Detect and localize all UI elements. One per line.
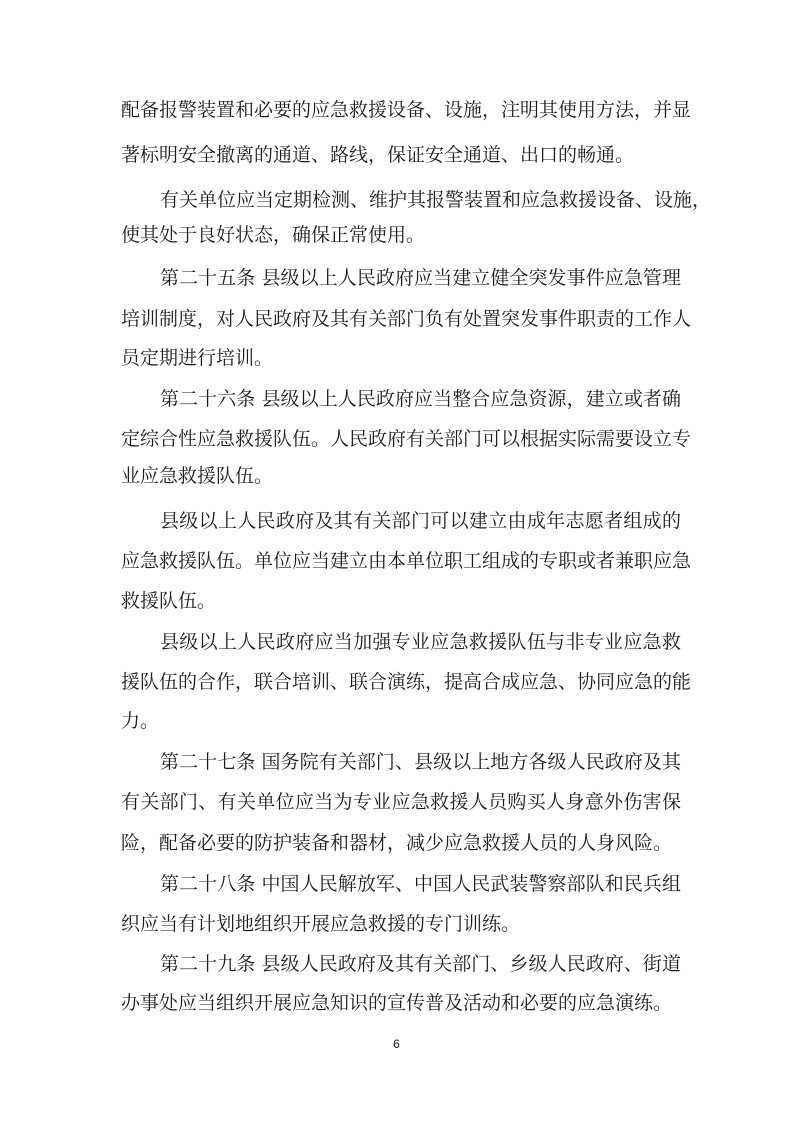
text-line: 有关部门、有关单位应当为专业应急救援人员购买人身意外伤害保: [121, 791, 681, 813]
text-line: 有关单位应当定期检测、维护其报警装置和应急救援设备、设施，: [160, 189, 712, 211]
text-line: 办事处应当组织开展应急知识的宣传普及活动和必要的应急演练。: [121, 992, 673, 1014]
text-line: 救援队伍。: [121, 590, 217, 612]
page-number: 6: [393, 1037, 400, 1051]
text-line: 应急救援队伍。单位应当建立由本单位职工组成的专职或者兼职应急: [121, 550, 692, 572]
text-line: 业应急救援队伍。: [121, 465, 274, 487]
text-line: 县级以上人民政府及其有关部门可以建立由成年志愿者组成的: [160, 510, 681, 532]
text-line: 力。: [121, 710, 160, 732]
text-line: 培训制度，对人民政府及其有关部门负有处置突发事件职责的工作人: [121, 308, 692, 330]
text-line: 第二十五条 县级以上人民政府应当建立健全突发事件应急管理: [160, 267, 681, 289]
text-line: 第二十六条 县级以上人民政府应当整合应急资源，建立或者确: [160, 388, 681, 410]
text-line: 第二十七条 国务院有关部门、县级以上地方各级人民政府及其: [160, 751, 681, 773]
text-line: 援队伍的合作，联合培训、联合演练，提高合成应急、协同应急的能: [121, 671, 692, 693]
text-line: 使其处于良好状态，确保正常使用。: [121, 224, 426, 246]
text-line: 员定期进行培训。: [121, 347, 274, 369]
text-line: 织应当有计划地组织开展应急救援的专门训练。: [121, 913, 521, 935]
text-line: 第二十九条 县级人民政府及其有关部门、乡级人民政府、街道: [160, 953, 681, 975]
text-line: 定综合性应急救援队伍。人民政府有关部门可以根据实际需要设立专: [121, 428, 692, 450]
text-line: 险，配备必要的防护装备和器材，减少应急救援人员的人身风险。: [121, 832, 673, 854]
text-line: 第二十八条 中国人民解放军、中国人民武装警察部队和民兵组: [160, 873, 681, 895]
text-line: 著标明安全撤离的通道、路线，保证安全通道、出口的畅通。: [121, 144, 635, 166]
text-line: 配备报警装置和必要的应急救援设备、设施，注明其使用方法，并显: [121, 99, 692, 121]
text-line: 县级以上人民政府应当加强专业应急救援队伍与非专业应急救: [160, 631, 681, 653]
